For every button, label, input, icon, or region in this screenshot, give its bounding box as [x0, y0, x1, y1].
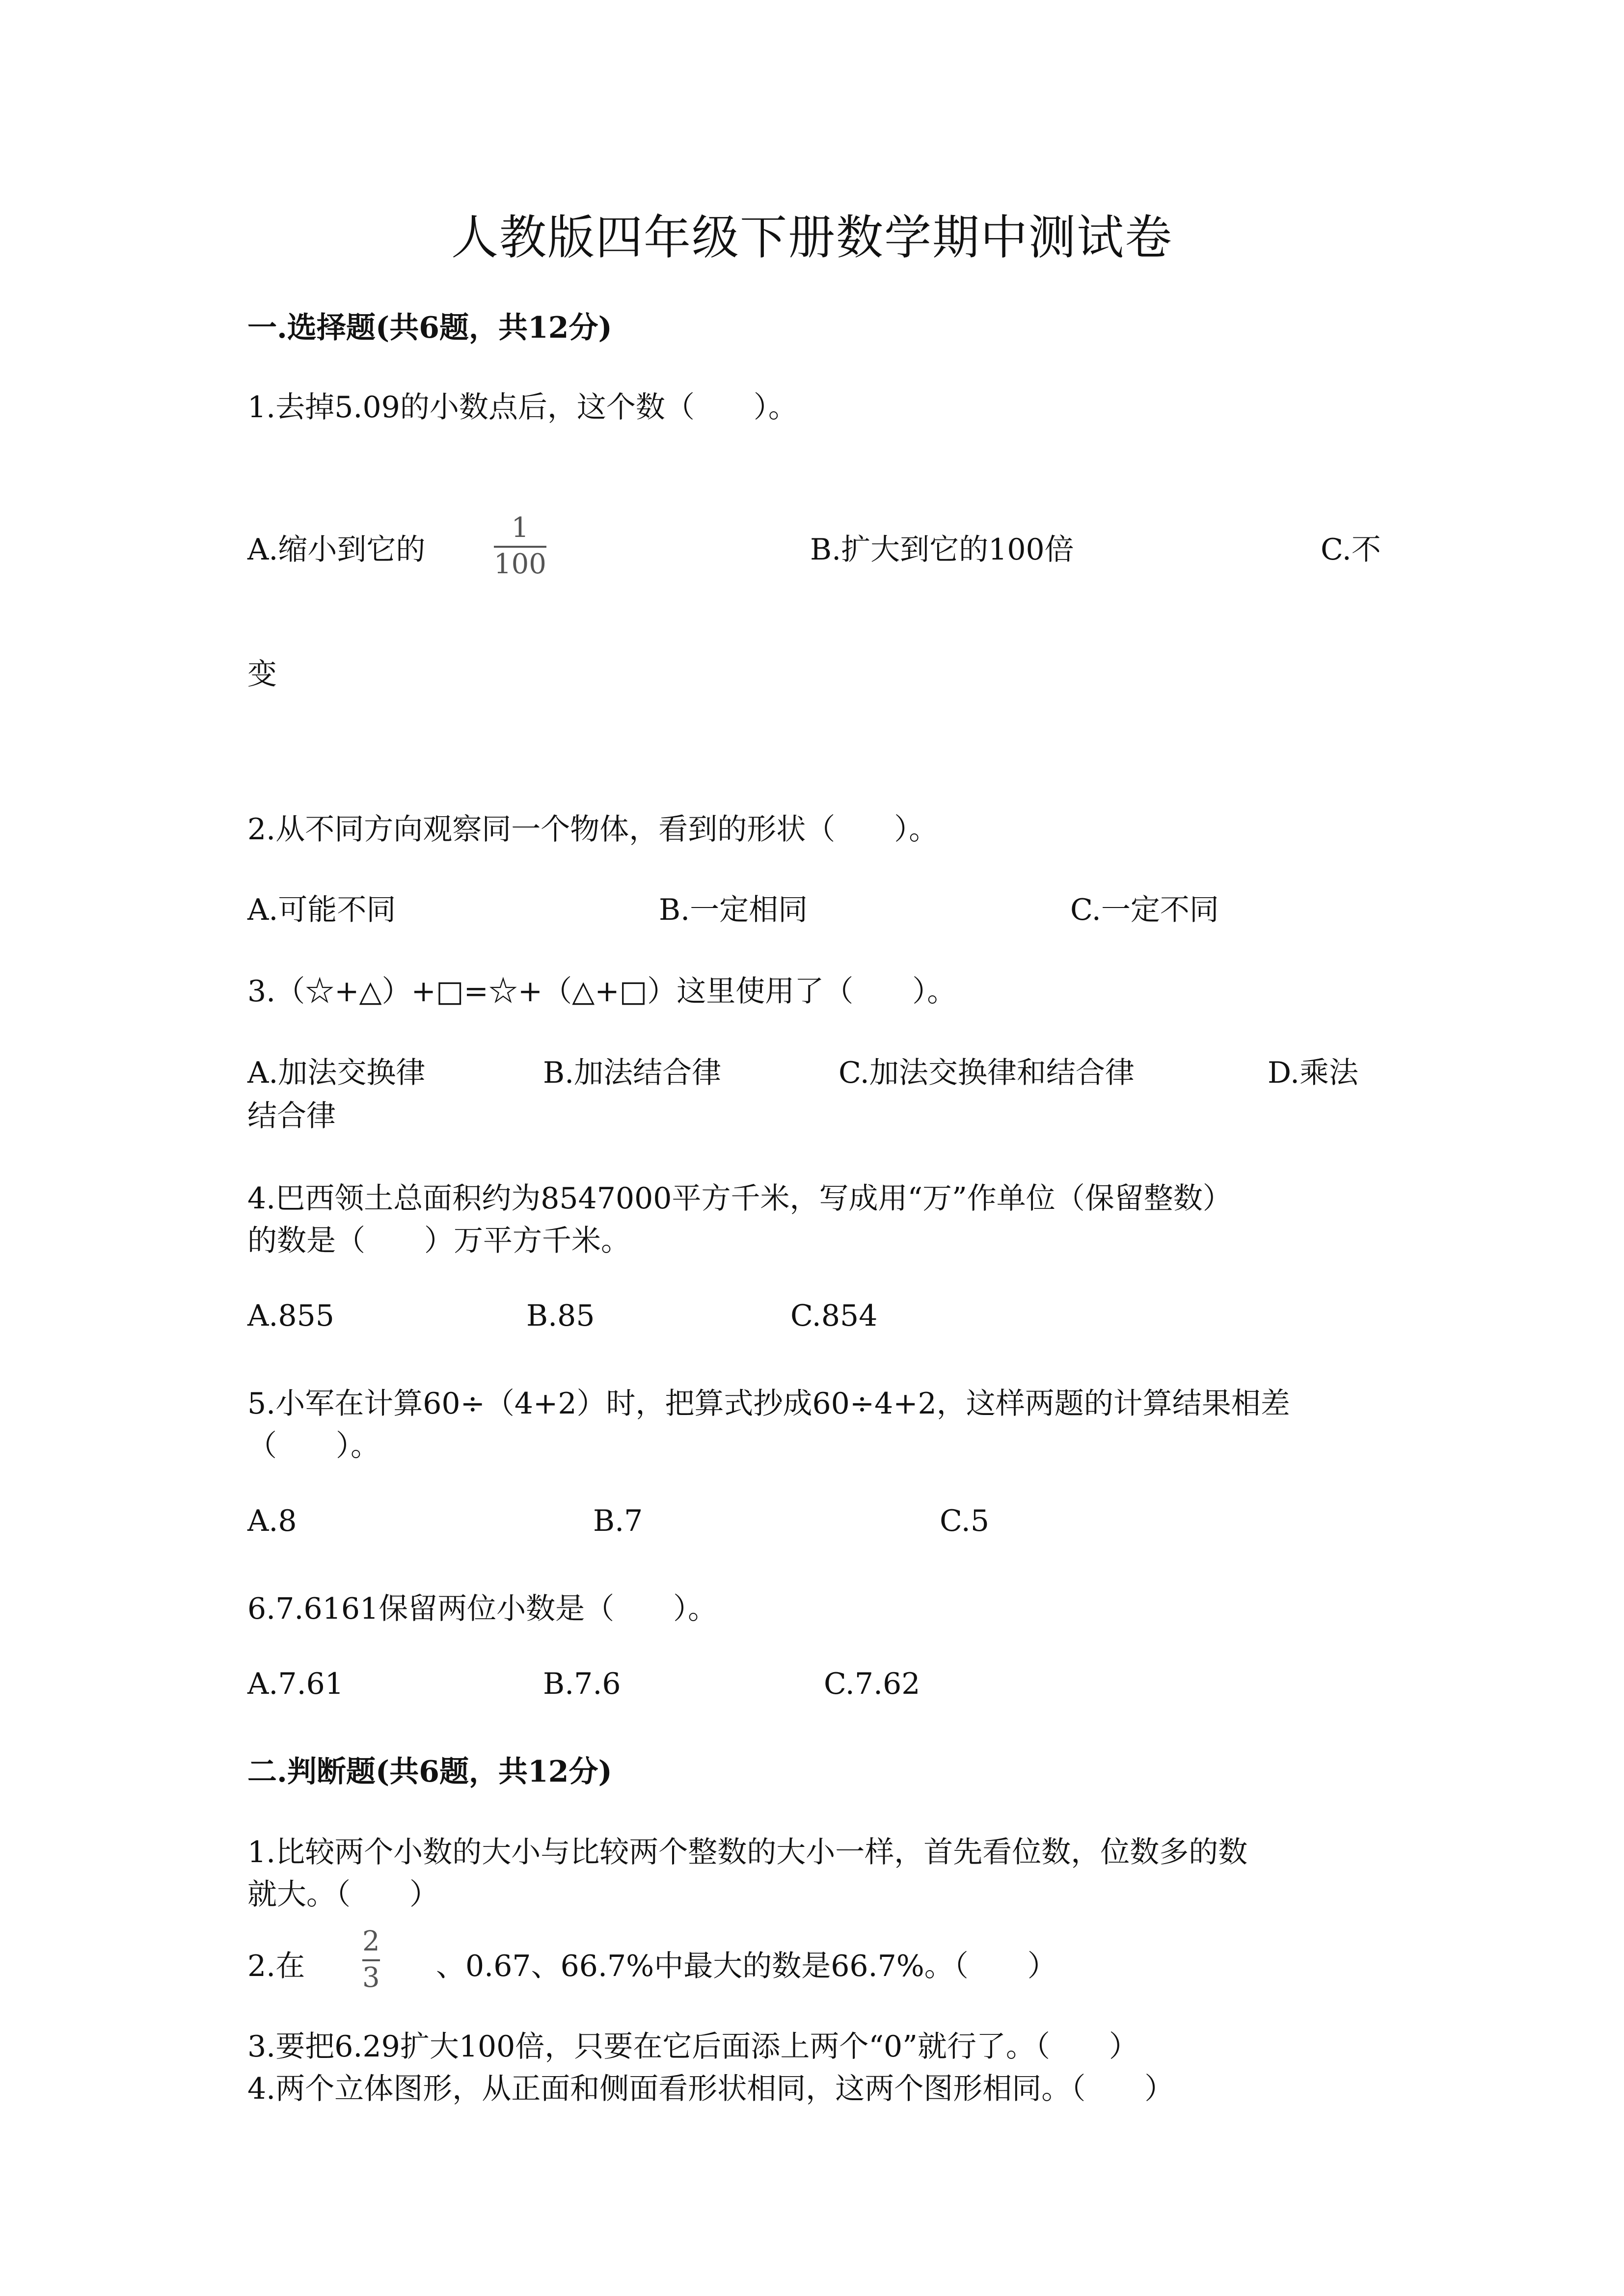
- section-heading-judgement: 二.判断题(共6题，共12分): [247, 1755, 612, 1789]
- fraction-numerator: 1: [511, 512, 529, 544]
- choice-q2-option-a: A.可能不同: [247, 893, 396, 927]
- choice-q2-option-b: B.一定相同: [659, 893, 808, 927]
- page-title: 人教版四年级下册数学期中测试卷: [451, 210, 1173, 265]
- choice-q1-option-c-cont: 变: [247, 657, 277, 692]
- judge-q3: 3.要把6.29扩大100倍，只要在它后面添上两个“0”就行了。（ ）: [247, 2029, 1138, 2064]
- choice-q4-option-c: C.854: [790, 1299, 878, 1333]
- choice-q5-option-a: A.8: [247, 1504, 297, 1538]
- choice-q3-option-c: C.加法交换律和结合律: [839, 1056, 1135, 1090]
- choice-q1-stem: 1.去掉5.09的小数点后，这个数（ ）。: [247, 390, 798, 425]
- fraction-bar: [362, 1959, 380, 1961]
- judge-q2-suffix: 、0.67、66.7%中最大的数是66.7%。（ ）: [436, 1949, 1057, 1983]
- choice-q6-option-c: C.7.62: [824, 1667, 920, 1701]
- choice-q4-option-a: A.855: [247, 1299, 334, 1333]
- choice-q5-option-c: C.5: [940, 1504, 990, 1538]
- choice-q1-option-c: C.不: [1321, 533, 1381, 567]
- choice-q3-option-a: A.加法交换律: [247, 1056, 426, 1090]
- fraction-numerator: 2: [362, 1925, 380, 1957]
- fraction-denominator: 3: [362, 1962, 380, 1994]
- fraction-denominator: 100: [494, 548, 546, 580]
- choice-q5-option-b: B.7: [593, 1504, 643, 1538]
- choice-q1-option-a: A.缩小到它的: [247, 533, 426, 567]
- choice-q4-stem-line2: 的数是（ ）万平方千米。: [247, 1224, 630, 1258]
- choice-q2-option-c: C.一定不同: [1070, 893, 1219, 927]
- section-heading-choice: 一.选择题(共6题，共12分): [247, 311, 612, 345]
- choice-q1-fraction: [494, 514, 546, 578]
- choice-q4-stem-line1: 4.巴西领土总面积约为8547000平方千米，写成用“万”作单位（保留整数）: [247, 1181, 1232, 1216]
- fraction-bar: [494, 546, 546, 548]
- judge-q2-fraction: [362, 1925, 380, 1994]
- choice-q6-stem: 6.7.6161保留两位小数是（ ）。: [247, 1592, 718, 1626]
- judge-q1-line2: 就大。（ ）: [247, 1877, 439, 1912]
- judge-q1-line1: 1.比较两个小数的大小与比较两个整数的大小一样，首先看位数，位数多的数: [247, 1835, 1248, 1869]
- choice-q3-option-b: B.加法结合律: [543, 1056, 722, 1090]
- choice-q5-stem-line2: （ ）。: [247, 1429, 380, 1463]
- choice-q3-option-d: D.乘法: [1268, 1056, 1359, 1090]
- choice-q5-stem-line1: 5.小军在计算60÷（4+2）时，把算式抄成60÷4+2，这样两题的计算结果相差: [247, 1387, 1290, 1421]
- choice-q6-option-b: B.7.6: [543, 1667, 621, 1701]
- choice-q2-stem: 2.从不同方向观察同一个物体，看到的形状（ ）。: [247, 812, 939, 847]
- choice-q3-stem: 3.（☆+△）+□=☆+（△+□）这里使用了（ ）。: [247, 974, 957, 1009]
- choice-q3-option-d-cont: 结合律: [247, 1099, 336, 1133]
- choice-q4-option-b: B.85: [526, 1299, 595, 1333]
- choice-q1-option-b: B.扩大到它的100倍: [810, 533, 1074, 567]
- judge-q2-prefix: 2.在: [247, 1949, 305, 1983]
- choice-q6-option-a: A.7.61: [247, 1667, 344, 1701]
- judge-q4: 4.两个立体图形，从正面和侧面看形状相同，这两个图形相同。（ ）: [247, 2072, 1174, 2106]
